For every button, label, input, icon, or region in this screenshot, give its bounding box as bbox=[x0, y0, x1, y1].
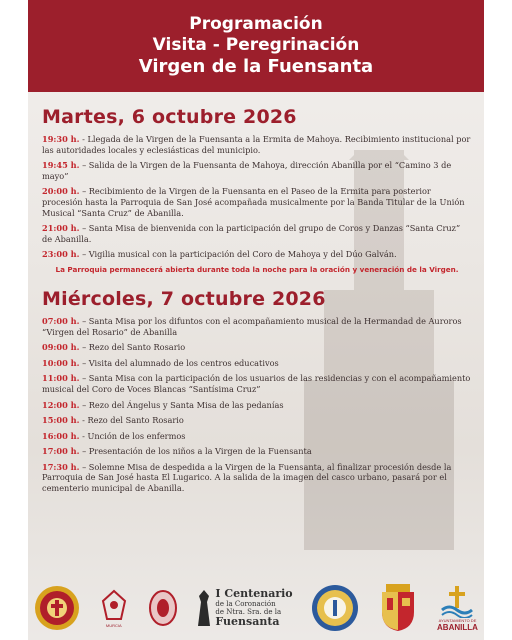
abanilla-label: ABANILLA bbox=[437, 623, 478, 632]
overnight-notice: La Parroquia permanecerá abierta durante toda la noche para la oración y veneración de la Virgen. bbox=[55, 264, 459, 274]
event-time: 10:00 h. bbox=[42, 357, 80, 368]
centenario-line2: de la Coronación bbox=[215, 600, 276, 608]
event-text: – Solemne Misa de despedida a la Virgen de la Fuensanta, al finalizar procesión desde la Parroquia de San José hasta El Lugarico. A la salida de la imagen del casco urbano, pasará por el cementerio municipal de Abanilla. bbox=[42, 461, 452, 494]
centenario-line1: I Centenario bbox=[215, 587, 293, 600]
cofradia-seal-logo bbox=[34, 585, 80, 631]
centenario-line3: de Ntra. Sra. de la bbox=[215, 608, 282, 616]
event-time: 07:00 h. bbox=[42, 315, 80, 326]
event-text: – Rezo del Santo Rosario bbox=[79, 342, 186, 353]
event-item bbox=[42, 186, 472, 218]
header-title-line1: Programación bbox=[189, 13, 323, 34]
day-title-wednesday: Miércoles, 7 octubre 2026 bbox=[42, 287, 326, 310]
event-time: 11:00 h. bbox=[42, 373, 80, 384]
event-item bbox=[42, 373, 472, 394]
murcia-label: MURCIA bbox=[105, 622, 122, 628]
event-item bbox=[42, 316, 472, 337]
event-item bbox=[42, 342, 472, 353]
event-text: – Santa Misa por los difuntos con el acompañamiento musical de la Hermandad de Auroros “Virgen del Rosario” de Abanilla bbox=[42, 315, 462, 337]
event-time: 09:00 h. bbox=[42, 342, 80, 353]
event-time: 17:30 h. bbox=[42, 461, 80, 472]
event-time: 12:00 h. bbox=[42, 399, 80, 410]
event-text: – Santa Misa de bienvenida con la participación del grupo de Coros y Danzas “Santa Cruz” de Abanilla. bbox=[42, 223, 461, 244]
sponsor-logos bbox=[28, 580, 484, 636]
event-text: – Vigilia musical con la participación del Coro de Mahoya y del Dúo Galván. bbox=[79, 249, 397, 260]
event-item bbox=[42, 446, 472, 457]
ayuntamiento-abanilla-logo bbox=[437, 584, 478, 632]
event-item bbox=[42, 462, 472, 494]
centenario-line4: Fuensanta bbox=[215, 615, 280, 628]
event-item bbox=[42, 249, 472, 260]
event-text: – Recibimiento de la Virgen de la Fuensanta en el Paseo de la Ermita para posterior procesión hasta la Parroquia de San José acompañada musicalmente por la Banda Titular de la Unión Musical “Santa Cruz” de Abanilla. bbox=[42, 186, 465, 218]
event-text: – Rezo del Ángelus y Santa Misa de las pedanías bbox=[79, 399, 284, 410]
event-time: 15:00 h. bbox=[42, 415, 80, 426]
program-content bbox=[28, 92, 484, 494]
event-text: – Visita del alumnado de los centros educativos bbox=[79, 357, 279, 368]
header-banner bbox=[28, 0, 484, 92]
event-text: – Santa Misa con la participación de los usuarios de las residencias y con el acompañamiento musical del Coro de Voces Blancas “Santísima Cruz” bbox=[42, 373, 471, 394]
event-item bbox=[42, 431, 472, 442]
poster bbox=[28, 0, 484, 640]
header-title-line3: Virgen de la Fuensanta bbox=[138, 56, 374, 77]
event-time: 19:45 h. bbox=[42, 160, 80, 171]
event-item bbox=[42, 223, 472, 244]
abanilla-small-label: AYUNTAMIENTO DE bbox=[438, 618, 477, 623]
event-time: 20:00 h. bbox=[42, 186, 80, 197]
event-item bbox=[42, 358, 472, 369]
day-title-tuesday: Martes, 6 octubre 2026 bbox=[42, 106, 297, 128]
diocese-murcia-logo bbox=[99, 589, 129, 628]
event-text: – Salida de la Virgen de la Fuensanta de Mahoya, dirección Abanilla por el “Camino 3 de mayo” bbox=[42, 160, 452, 181]
event-item bbox=[42, 134, 472, 155]
red-medallion-logo bbox=[148, 588, 178, 628]
event-text: - Unción de los enfermos bbox=[79, 430, 186, 441]
event-text: - Rezo del Santo Rosario bbox=[79, 415, 184, 426]
event-item bbox=[42, 400, 472, 411]
abanilla-coat-of-arms-logo bbox=[378, 584, 418, 632]
event-time: 23:00 h. bbox=[42, 249, 80, 260]
event-time: 21:00 h. bbox=[42, 223, 80, 234]
blue-gold-seal-logo bbox=[311, 584, 359, 632]
event-item bbox=[42, 415, 472, 426]
event-item bbox=[42, 160, 472, 181]
event-time: 19:30 h. bbox=[42, 134, 80, 144]
header-title-line2: Visita - Peregrinación bbox=[152, 34, 360, 55]
event-text: - Llegada de la Virgen de la Fuensanta a la Ermita de Mahoya. Recibimiento institucional por las autoridades locales y eclesiásticas del municipio. bbox=[42, 134, 471, 155]
event-time: 16:00 h. bbox=[42, 430, 80, 441]
event-text: – Presentación de los niños a la Virgen de la Fuensanta bbox=[79, 446, 312, 457]
centenario-coronacion-logo bbox=[196, 588, 292, 628]
event-time: 17:00 h. bbox=[42, 446, 80, 457]
